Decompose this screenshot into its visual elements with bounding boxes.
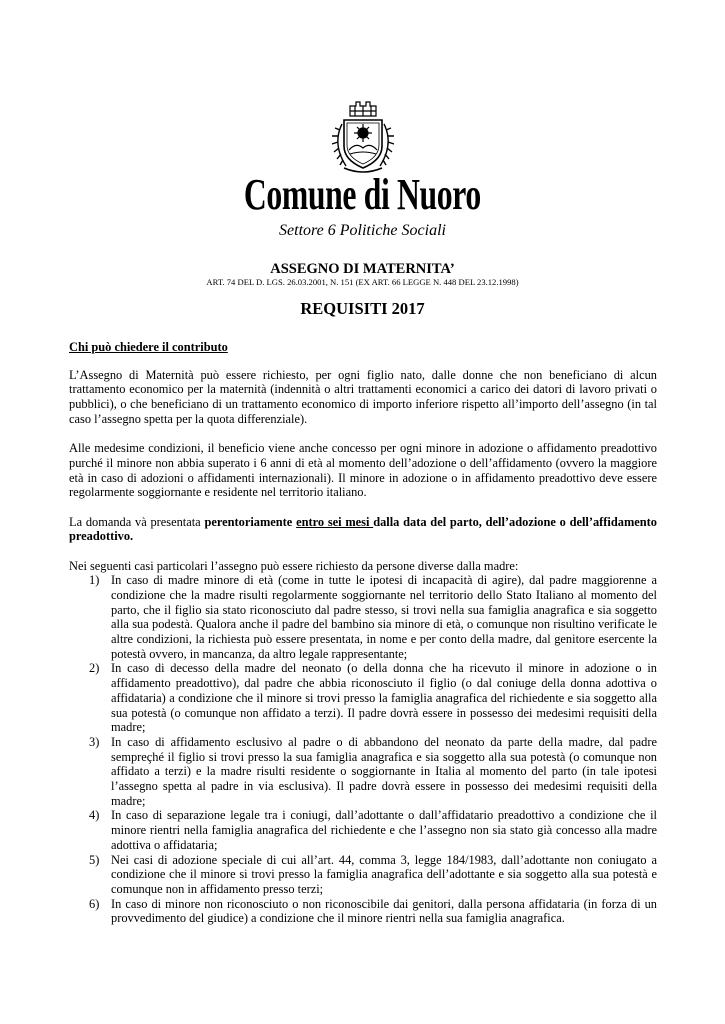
list-item — [69, 853, 657, 897]
list-item-number: 5) — [89, 852, 100, 867]
municipality-title: Comune di Nuoro — [243, 170, 481, 219]
paragraph-adoption: Alle medesime condizioni, il beneficio viene anche concesso per ogni minore in adozione o affidamento preadottivo purché il minore non abbia superato i 6 anni di età al momento dell’adozione o dell’affidamento (ovvero la maggiore età in caso di adozioni o affidamenti internazionali). Il minore in adozione o in affidamento preadottivo deve essere regolarmente soggiornante e residente nel territorio italiano. — [69, 441, 657, 500]
list-item — [69, 808, 657, 852]
list-item-text: In caso di decesso della madre del neonato (o della donna che ha ricevuto il minore in adozione o in affidamento preadottivo), dal padre che abbia riconosciuto il figlio (o dal coniuge della donna adottiva o affidataria) a condizione che il minore si trovi presso la famiglia anagrafica del richiedente e sia soggetto alla sua potestà (o comunque non affidato a terzi). Il padre dovrà essere in possesso dei medesimi requisiti della madre; — [111, 661, 657, 735]
legal-reference: ART. 74 DEL D. LGS. 26.03.2001, N. 151 (EX ART. 66 LEGGE N. 448 DEL 23.12.1998) — [206, 277, 519, 287]
list-item-text: In caso di minore non riconosciuto o non riconoscibile dai genitori, dalla persona affidataria (in forza di un provvedimento del giudice) a condizione che il minore rientri nella sua famiglia anagrafica. — [111, 896, 657, 926]
list-item — [69, 735, 657, 809]
list-item-text: Nei casi di adozione speciale di cui all’art. 44, comma 3, legge 184/1983, dall’adottante non coniugato a condizione che il minore si trovi presso la famiglia anagrafica dell’adottante e sia soggetto alla sua potestà e comunque non in affidamento presso terzi; — [111, 852, 657, 896]
list-item-number: 3) — [89, 734, 100, 749]
crest-icon — [326, 100, 400, 178]
requirements-title: REQUISITI 2017 — [300, 299, 425, 318]
list-item — [69, 661, 657, 735]
list-item — [69, 897, 657, 926]
paragraph-deadline — [69, 515, 657, 544]
document-title: ASSEGNO DI MATERNITA’ — [270, 261, 455, 277]
list-item-number: 4) — [89, 808, 100, 823]
list-item-number: 1) — [89, 573, 100, 588]
paragraph-cases-intro: Nei seguenti casi particolari l’assegno può essere richiesto da persone diverse dalla madre: — [69, 558, 519, 573]
deadline-text-six-months: entro sei mesi — [296, 514, 374, 529]
list-item — [69, 573, 657, 661]
deadline-text-strict: perentoriamente — [204, 514, 297, 529]
deadline-text-intro: La domanda và presentata — [69, 514, 205, 529]
list-item-text: In caso di affidamento esclusivo al padre o di abbandono del neonato da parte della madre, dal padre sempreçhé il figlio si trovi presso la sua famiglia anagrafica e sia soggetto alla sua potestà (o comunque non affidato a terzi) e la madre risulti residente o soggiornante in Italia al momento del parto (in tale ipotesi l’assegno spetta al padre in via esclusiva). Il padre dovrà essere in possesso dei medesimi requisiti della madre; — [111, 734, 657, 808]
section-heading: Chi può chiedere il contributo — [69, 340, 228, 354]
list-item-number: 2) — [89, 661, 100, 676]
deadline-text-event: dalla data del parto, dell’adozione o dell’affidamento preadottivo. — [69, 514, 657, 544]
list-item-text: In caso di madre minore di età (come in tutte le ipotesi di incapacità di agire), dal padre maggiorenne a condizione che la madre risulti regolarmente soggiornante nel territorio dello Stato Italiano al momento del parto, che il figlio sia stato riconosciuto dal padre stesso, si trovi nella sua famiglia anagrafica e sia soggetto alla sua podestà. Qualora anche il padre del bambino sia minore di età, o comunque non risultino verificate le altre condizioni, la richiesta può essere presentata, in nome e per conto della madre, dal genitore esercente la potestà ovvero, in mancanza, da altro legale rappresentante; — [111, 573, 657, 661]
cases-list — [69, 573, 657, 926]
document-body — [69, 340, 657, 926]
list-item-text: In caso di separazione legale tra i coniugi, dall’adottante o dall’affidatario preadottivo a condizione che il minore rientri nella famiglia anagrafica del richiedente e che l’assegno non sia stato già concesso alla madre adottiva o affidataria; — [111, 808, 657, 852]
paragraph-eligibility: L’Assegno di Maternità può essere richiesto, per ogni figlio nato, dalle donne che non beneficiano di alcun trattamento economico per la maternità (indennità o altri trattamenti economici a carico dei datori di lavoro privati o pubblici), o che beneficiano di un trattamento economico di importo inferiore rispetto all’importo dell’assegno (in tal caso l’assegno spetta per la quota differenziale). — [69, 367, 657, 426]
department-subtitle: Settore 6 Politiche Sociali — [279, 222, 446, 239]
list-item-number: 6) — [89, 896, 100, 911]
